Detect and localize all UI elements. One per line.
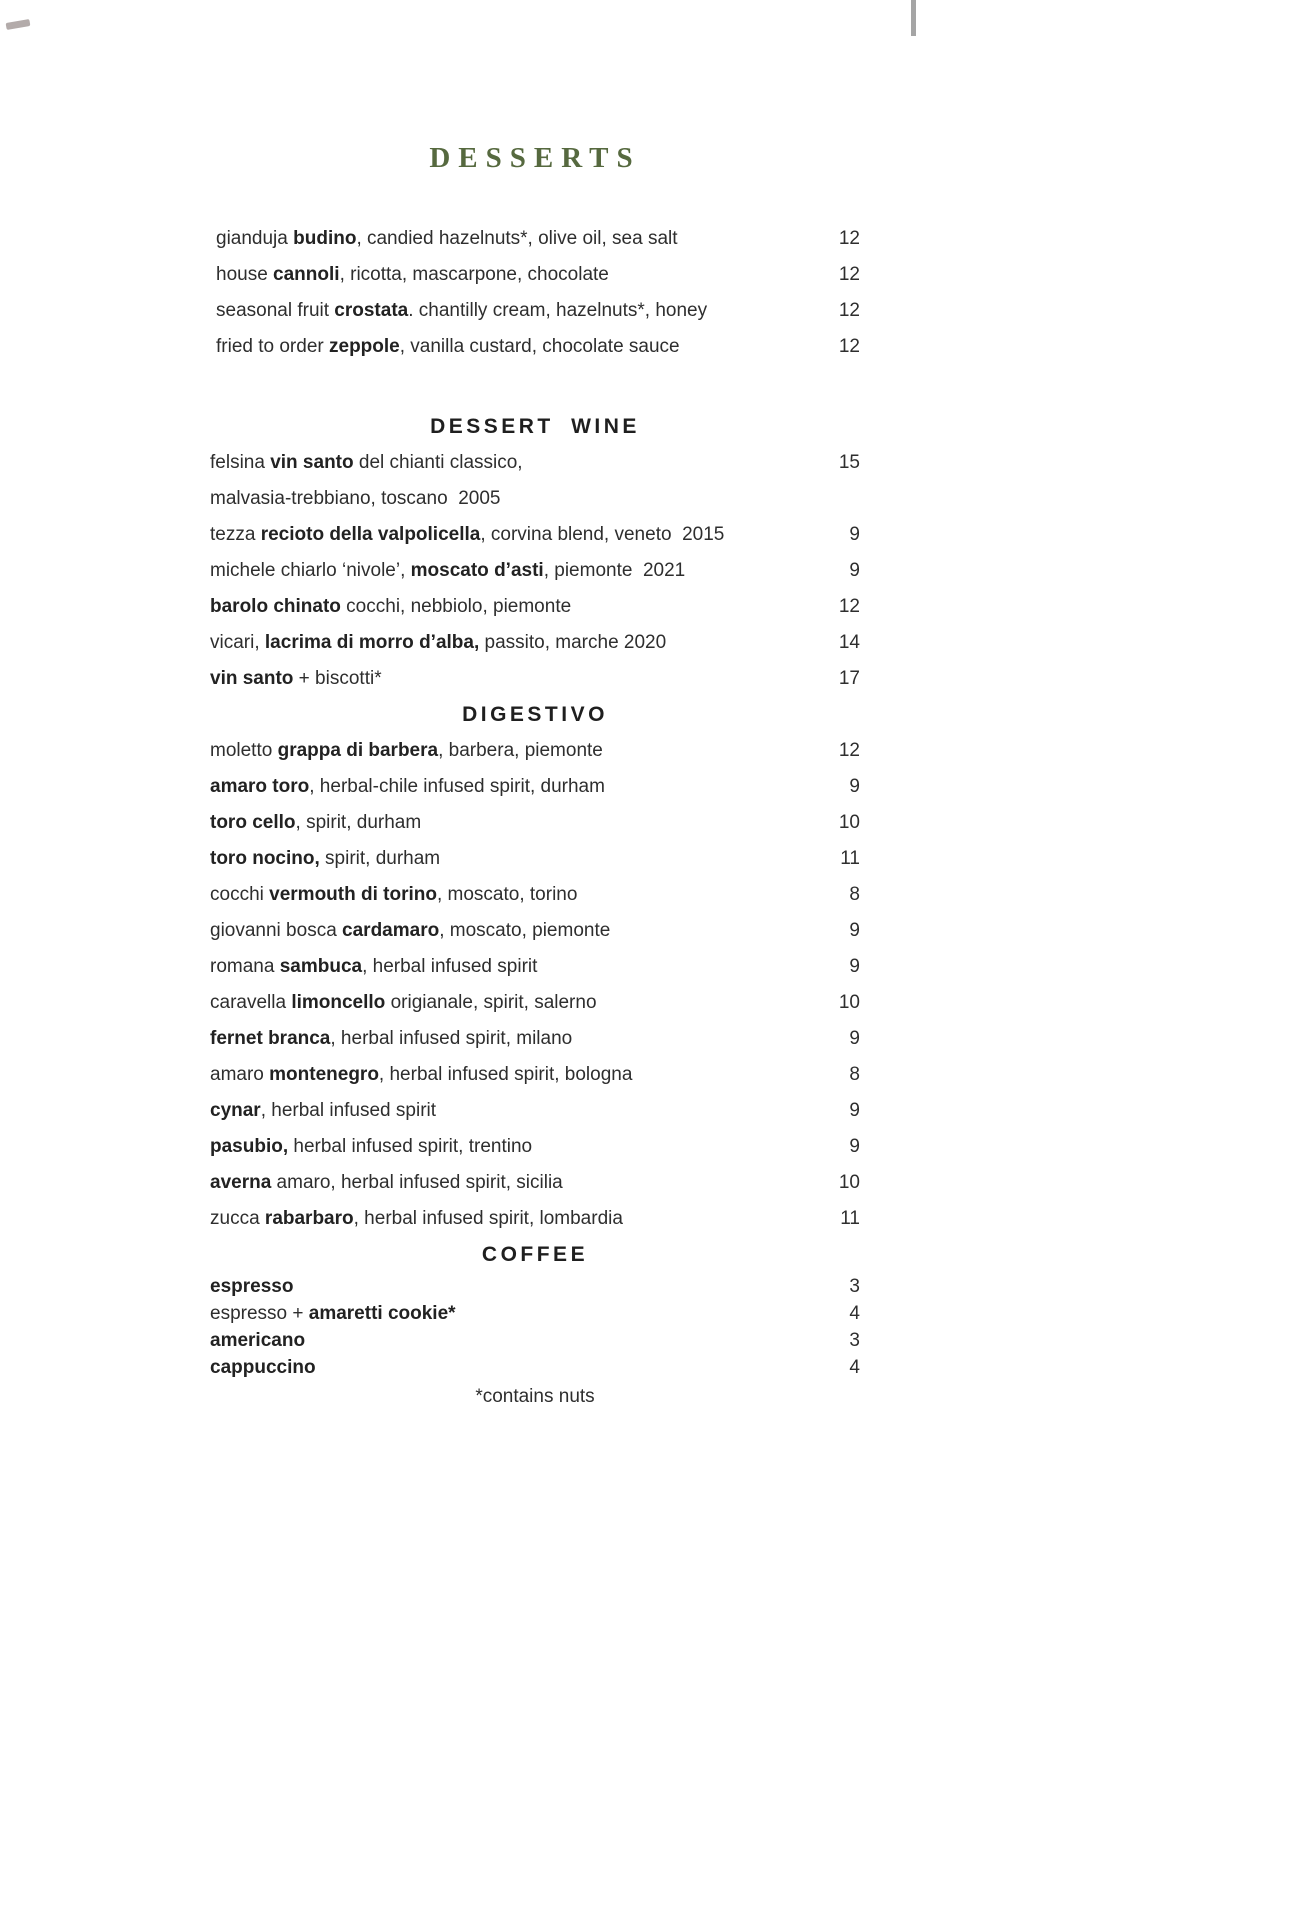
menu-item-description: + biscotti* — [293, 668, 382, 689]
menu-item — [210, 1057, 860, 1093]
menu-item-description: caravella — [210, 992, 292, 1013]
menu-item-line — [216, 221, 810, 257]
menu-item-text — [216, 257, 810, 293]
menu-item-description: malvasia-trebbiano, toscano 2005 — [210, 488, 501, 509]
menu-item-description: , herbal infused spirit, bologna — [378, 1064, 633, 1085]
menu-item-description: , herbal infused spirit — [362, 956, 538, 977]
menu-item-description: cocchi — [210, 884, 270, 905]
section-heading-digestivo: DIGESTIVO — [462, 703, 608, 726]
menu-item-line — [210, 1354, 810, 1381]
menu-item-line — [210, 1057, 810, 1093]
menu-item-price: 17 — [838, 668, 860, 689]
menu-item-name: limoncello — [291, 992, 386, 1013]
menu-item-description: , candied hazelnuts*, olive oil, sea salt — [356, 228, 678, 249]
menu-item-price: 4 — [849, 1357, 860, 1378]
menu-item — [210, 1354, 860, 1381]
menu-item-description: zucca — [210, 1208, 265, 1229]
menu-item — [210, 1201, 860, 1237]
menu-item — [210, 949, 860, 985]
menu-item — [210, 257, 860, 293]
menu-item-text — [210, 1300, 810, 1327]
menu-item — [210, 913, 860, 949]
menu-item-line — [210, 841, 810, 877]
menu-item-description: , moscato, torino — [436, 884, 578, 905]
menu-item-description: origianale, spirit, salerno — [385, 992, 597, 1013]
menu-sections — [210, 221, 860, 1381]
scan-artifact-left — [6, 19, 31, 30]
menu-item-name: espresso — [210, 1276, 294, 1297]
menu-item — [210, 445, 860, 517]
menu-item-name: toro nocino, — [210, 848, 320, 869]
menu-item-price: 12 — [838, 264, 860, 285]
menu-item — [210, 1129, 860, 1165]
section-desserts — [210, 221, 860, 365]
menu-item-text — [210, 769, 810, 805]
menu-item-name: cardamaro — [342, 920, 440, 941]
section-digestivo — [210, 697, 860, 1237]
menu-item-price: 12 — [838, 336, 860, 357]
menu-item-text — [210, 805, 810, 841]
menu-item — [210, 1273, 860, 1300]
menu-item-price: 3 — [849, 1276, 860, 1297]
menu-item-description: , herbal infused spirit, lombardia — [353, 1208, 623, 1229]
menu-item-name: averna — [210, 1172, 272, 1193]
menu-item — [210, 221, 860, 257]
menu-item-description: seasonal fruit — [216, 300, 335, 321]
menu-item-description: romana — [210, 956, 280, 977]
menu-item-line — [210, 805, 810, 841]
menu-item-text — [210, 1273, 810, 1300]
menu-item-price: 11 — [840, 1208, 860, 1229]
menu-item-line — [210, 1201, 810, 1237]
menu-item-description: , spirit, durham — [295, 812, 422, 833]
menu-item-description: amaro — [210, 1064, 270, 1085]
menu-item-name: cappuccino — [210, 1357, 316, 1378]
menu-item-line — [216, 257, 810, 293]
menu-item-text — [210, 913, 810, 949]
menu-item-price: 9 — [849, 560, 860, 581]
menu-content — [210, 140, 860, 1410]
contains-nuts-asterisk: * — [448, 1303, 456, 1324]
menu-item-line — [210, 1273, 810, 1300]
menu-item-name: montenegro — [269, 1064, 379, 1085]
menu-item-text — [216, 329, 810, 365]
menu-item-price: 8 — [849, 884, 860, 905]
menu-item-text — [210, 445, 810, 517]
menu-item-line — [210, 985, 810, 1021]
menu-item-text — [210, 1021, 810, 1057]
menu-item — [210, 661, 860, 697]
menu-item-name: budino — [293, 228, 357, 249]
menu-item-description: , barbera, piemonte — [438, 740, 603, 761]
menu-item — [210, 985, 860, 1021]
menu-item-description: house — [216, 264, 274, 285]
menu-item-line — [216, 293, 810, 329]
menu-item-name: vermouth di torino — [269, 884, 437, 905]
menu-item-line — [210, 1165, 810, 1201]
menu-item-line — [210, 1021, 810, 1057]
menu-item — [210, 589, 860, 625]
menu-item-description: , vanilla custard, chocolate sauce — [399, 336, 680, 357]
menu-item-price: 12 — [838, 596, 860, 617]
menu-item — [210, 625, 860, 661]
menu-item-name: cynar — [210, 1100, 261, 1121]
menu-item — [210, 553, 860, 589]
menu-item-line — [210, 517, 810, 553]
menu-item-line — [210, 1093, 810, 1129]
menu-item-line — [210, 625, 810, 661]
menu-item-line — [210, 877, 810, 913]
menu-item-name: cannoli — [273, 264, 340, 285]
menu-item-name: sambuca — [279, 956, 363, 977]
menu-item — [210, 1327, 860, 1354]
menu-item-description: vicari, — [210, 632, 265, 653]
menu-item-price: 10 — [838, 1172, 860, 1193]
menu-item-price: 8 — [849, 1064, 860, 1085]
menu-item-text — [210, 1354, 810, 1381]
menu-item-description: moletto — [210, 740, 278, 761]
menu-item-description: tezza — [210, 524, 261, 545]
menu-item-text — [210, 949, 810, 985]
menu-item — [210, 293, 860, 329]
menu-item-description: fried to order — [216, 336, 329, 357]
menu-item — [210, 329, 860, 365]
menu-item-line — [210, 445, 810, 481]
menu-item-text — [210, 1057, 810, 1093]
menu-item-text — [210, 553, 810, 589]
menu-item-description: , herbal infused spirit, milano — [330, 1028, 573, 1049]
menu-item — [210, 805, 860, 841]
menu-item — [210, 841, 860, 877]
menu-item-line — [210, 1300, 810, 1327]
menu-item-text — [210, 589, 810, 625]
menu-item-text — [210, 733, 810, 769]
menu-item — [210, 1021, 860, 1057]
menu-item-text — [210, 1327, 810, 1354]
menu-item-description: espresso + — [210, 1303, 309, 1324]
menu-item-name: grappa di barbera — [277, 740, 439, 761]
menu-item-description: , herbal infused spirit — [260, 1100, 437, 1121]
menu-item-text — [210, 1093, 810, 1129]
menu-item-description: passito, marche 2020 — [479, 632, 667, 653]
menu-item-price: 4 — [849, 1303, 860, 1324]
menu-item-price: 12 — [838, 228, 860, 249]
menu-item-text — [210, 1129, 810, 1165]
menu-item-description: giovanni bosca — [210, 920, 343, 941]
menu-item-description: michele chiarlo ‘nivole’, — [210, 560, 411, 581]
menu-item-name: zeppole — [329, 336, 400, 357]
menu-item — [210, 877, 860, 913]
page-title: DESSERTS — [429, 142, 641, 174]
menu-item-text — [210, 1165, 810, 1201]
menu-item-price: 9 — [849, 1136, 860, 1157]
menu-item-name: barolo chinato — [210, 596, 341, 617]
menu-item-text — [210, 1201, 810, 1237]
menu-item-line — [210, 733, 810, 769]
menu-item-price: 9 — [849, 920, 860, 941]
menu-item-description: amaro, herbal infused spirit, sicilia — [271, 1172, 563, 1193]
menu-item-description: , moscato, piemonte — [439, 920, 611, 941]
menu-item — [210, 733, 860, 769]
menu-item-text — [210, 661, 810, 697]
menu-item-price: 14 — [838, 632, 860, 653]
menu-item-price: 12 — [838, 300, 860, 321]
menu-item-description: , herbal-chile infused spirit, durham — [309, 776, 605, 797]
menu-item-description: herbal infused spirit, trentino — [288, 1136, 533, 1157]
section-heading-dessert-wine: DESSERT WINE — [430, 415, 640, 438]
menu-item-description: gianduja — [216, 228, 294, 249]
footnote: *contains nuts — [475, 1386, 595, 1407]
menu-item-name: pasubio, — [210, 1136, 289, 1157]
menu-item — [210, 769, 860, 805]
section-heading-coffee: COFFEE — [481, 1243, 589, 1266]
menu-item-name: amaretti cookie — [308, 1303, 449, 1324]
menu-item-name: rabarbaro — [264, 1208, 354, 1229]
menu-item-name: moscato d’asti — [410, 560, 544, 581]
menu-item-description: , corvina blend, veneto 2015 — [480, 524, 725, 545]
menu-item-name: lacrima di morro d’alba, — [264, 632, 480, 653]
menu-item-text — [216, 221, 810, 257]
menu-item-name: crostata — [334, 300, 409, 321]
menu-item-name: vin santo — [270, 452, 354, 473]
menu-item-price: 10 — [838, 992, 860, 1013]
menu-item-name: amaro toro — [210, 776, 310, 797]
scan-artifact-right — [911, 0, 916, 36]
menu-item — [210, 1093, 860, 1129]
menu-item-description: , ricotta, mascarpone, chocolate — [339, 264, 609, 285]
menu-item-line — [210, 913, 810, 949]
menu-item-price: 9 — [849, 1100, 860, 1121]
menu-item-price: 12 — [838, 740, 860, 761]
menu-item-name: recioto della valpolicella — [260, 524, 481, 545]
menu-item — [210, 517, 860, 553]
menu-item-description: del chianti classico, — [353, 452, 523, 473]
menu-item-line — [210, 769, 810, 805]
menu-item-price: 9 — [849, 776, 860, 797]
menu-item-price: 9 — [849, 1028, 860, 1049]
menu-item-price: 3 — [849, 1330, 860, 1351]
menu-item-line — [210, 661, 810, 697]
menu-item-text — [210, 625, 810, 661]
menu-item-price: 9 — [849, 524, 860, 545]
menu-item-line — [210, 589, 810, 625]
menu-item-price: 15 — [838, 452, 860, 473]
menu-item-price: 11 — [840, 848, 860, 869]
menu-item-name: toro cello — [210, 812, 296, 833]
menu-item-description: spirit, durham — [319, 848, 441, 869]
menu-item-description: cocchi, nebbiolo, piemonte — [340, 596, 572, 617]
menu-item-line-continued — [210, 481, 810, 517]
menu-item-name: fernet branca — [210, 1028, 331, 1049]
menu-item — [210, 1165, 860, 1201]
menu-item-line — [210, 949, 810, 985]
menu-item — [210, 1300, 860, 1327]
menu-item-text — [210, 985, 810, 1021]
menu-item-description: . chantilly cream, hazelnuts*, honey — [408, 300, 708, 321]
menu-item-text — [210, 877, 810, 913]
menu-item-price: 9 — [849, 956, 860, 977]
menu-item-text — [210, 841, 810, 877]
menu-item-line — [216, 329, 810, 365]
menu-item-line — [210, 553, 810, 589]
menu-item-description: felsina — [210, 452, 271, 473]
section-dessert-wine — [210, 409, 860, 697]
menu-item-price: 10 — [838, 812, 860, 833]
menu-item-name: americano — [210, 1330, 306, 1351]
menu-item-description: , piemonte 2021 — [543, 560, 686, 581]
menu-item-line — [210, 1327, 810, 1354]
menu-item-text — [210, 517, 810, 553]
menu-item-line — [210, 1129, 810, 1165]
section-coffee — [210, 1237, 860, 1381]
menu-item-name: vin santo — [210, 668, 294, 689]
menu-item-text — [216, 293, 810, 329]
